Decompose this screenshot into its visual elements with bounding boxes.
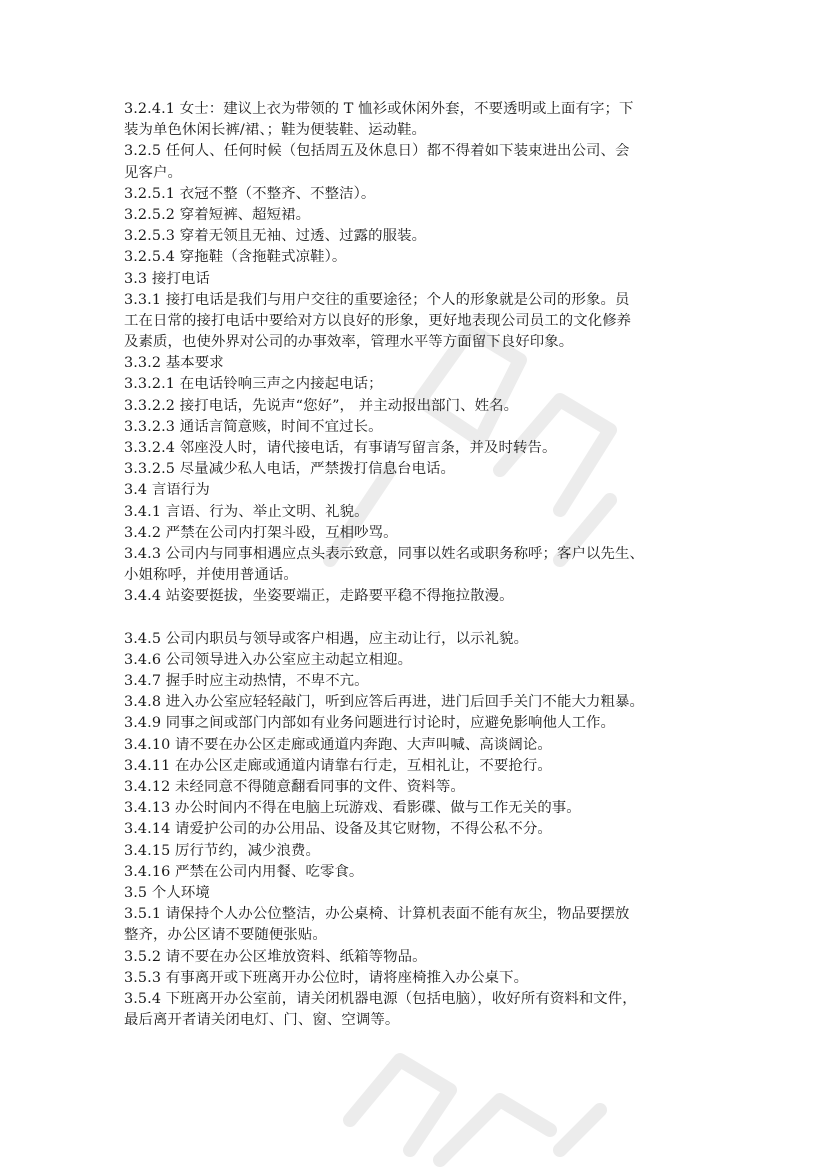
text-line: 3.4.6 公司领导进入办公室应主动起立相迎。: [124, 651, 413, 668]
text-line: 3.2.5.4 穿拖鞋（含拖鞋式凉鞋）。: [124, 249, 347, 266]
blank-line: [124, 608, 714, 629]
text-line: 3.4.4 站姿要挺拔，坐姿要端正，走路要平稳不得拖拉散漫。: [124, 588, 514, 605]
text-line: 装为单色休闲长裤/裙、；鞋为便装鞋、运动鞋。: [124, 122, 427, 139]
text-line: 最后离开者请关闭电灯、门、窗、空调等。: [124, 1012, 400, 1029]
text-line: 3.5.2 请不要在办公区堆放资料、纸箱等物品。: [124, 948, 427, 965]
text-line: 3.3.1 接打电话是我们与用户交往的重要途径；个人的形象就是公司的形象。员: [124, 291, 630, 308]
text-line: 3.2.4.1 女士：建议上衣为带领的 T 恤衫或休闲外套，不要透明或上面有字；下: [124, 101, 634, 117]
text-line: 3.4 言语行为: [124, 482, 210, 499]
text-line: 3.4.13 办公时间内不得在电脑上玩游戏、看影碟、做与工作无关的事。: [124, 800, 581, 817]
document-body: [124, 99, 714, 1031]
text-line: 3.4.14 请爱护公司的办公用品、设备及其它财物，不得公私不分。: [124, 821, 552, 838]
text-line: 3.5.4 下班离开办公室前，请关闭机器电源（包括电脑），收好所有资料和文件，: [124, 990, 637, 1007]
text-line: 3.3.2.4 邻座没人时，请代接电话，有事请写留言条，并及时转告。: [124, 440, 557, 456]
text-line: 小姐称呼，并使用普通话。: [124, 567, 298, 584]
text-line: 3.5.1 请保持个人办公位整洁，办公桌椅、计算机表面不能有灰尘，物品要摆放: [124, 906, 630, 923]
text-line: 3.4.8 进入办公室应轻轻敲门，听到应答后再进，进门后回手关门不能大力粗暴。: [124, 694, 644, 711]
text-line: 3.2.5.3 穿着无领且无袖、过透、过露的服装。: [124, 228, 427, 245]
text-line: 3.4.10 请不要在办公区走廊或通道内奔跑、大声叫喊、高谈阔论。: [124, 736, 552, 753]
text-line: 3.4.2 严禁在公司内打架斗殴，互相吵骂。: [124, 524, 398, 541]
text-line: 及素质，也使外界对公司的办事效率，管理水平等方面留下良好印象。: [124, 334, 574, 351]
text-line: 3.3.2.2 接打电话，先说声“您好”， 并主动报出部门、姓名。: [124, 397, 519, 414]
text-line: 工在日常的接打电话中要给对方以良好的形象，更好地表现公司员工的文化修养: [124, 312, 632, 329]
text-line: 3.2.5 任何人、任何时候（包括周五及休息日）都不得着如下装束进出公司、会: [124, 143, 630, 160]
text-line: 3.2.5.2 穿着短裤、超短裙。: [124, 206, 311, 223]
text-line: 3.3 接打电话: [124, 270, 210, 287]
text-line: 3.3.2.1 在电话铃响三声之内接起电话；: [124, 376, 383, 393]
text-line: 3.4.5 公司内职员与领导或客户相遇，应主动让行，以示礼貌。: [124, 630, 529, 647]
text-line: 整齐，办公区请不要随便张贴。: [124, 927, 327, 944]
text-line: 3.2.5.1 衣冠不整（不整齐、不整洁）。: [124, 185, 376, 202]
text-line: 3.4.11 在办公区走廊或通道内请靠右行走，互相礼让，不要抢行。: [124, 757, 552, 774]
text-line: 3.3.2.5 尽量减少私人电话，严禁拨打信息台电话。: [124, 461, 456, 478]
text-line: 3.4.1 言语、行为、举止文明、礼貌。: [124, 503, 369, 520]
text-line: 3.4.16 严禁在公司内用餐、吃零食。: [124, 863, 364, 880]
text-line: 3.3.2.3 通话言简意赅，时间不宜过长。: [124, 418, 383, 435]
text-line: 3.4.12 未经同意不得随意翻看同事的文件、资料等。: [124, 779, 465, 795]
text-line: 3.5 个人环境: [124, 884, 210, 901]
text-line: 见客户。: [124, 164, 182, 181]
text-line: 3.3.2 基本要求: [124, 355, 224, 372]
text-line: 3.5.3 有事离开或下班离开办公位时，请将座椅推入办公桌下。: [124, 969, 529, 986]
text-line: 3.4.15 厉行节约，减少浪费。: [124, 842, 320, 859]
text-line: 3.4.3 公司内与同事相遇应点头表示致意，同事以姓名或职务称呼；客户以先生、: [124, 545, 644, 562]
text-line: 3.4.7 握手时应主动热情，不卑不亢。: [124, 673, 369, 690]
text-line: 3.4.9 同事之间或部门内部如有业务问题进行讨论时，应避免影响他人工作。: [124, 715, 616, 732]
